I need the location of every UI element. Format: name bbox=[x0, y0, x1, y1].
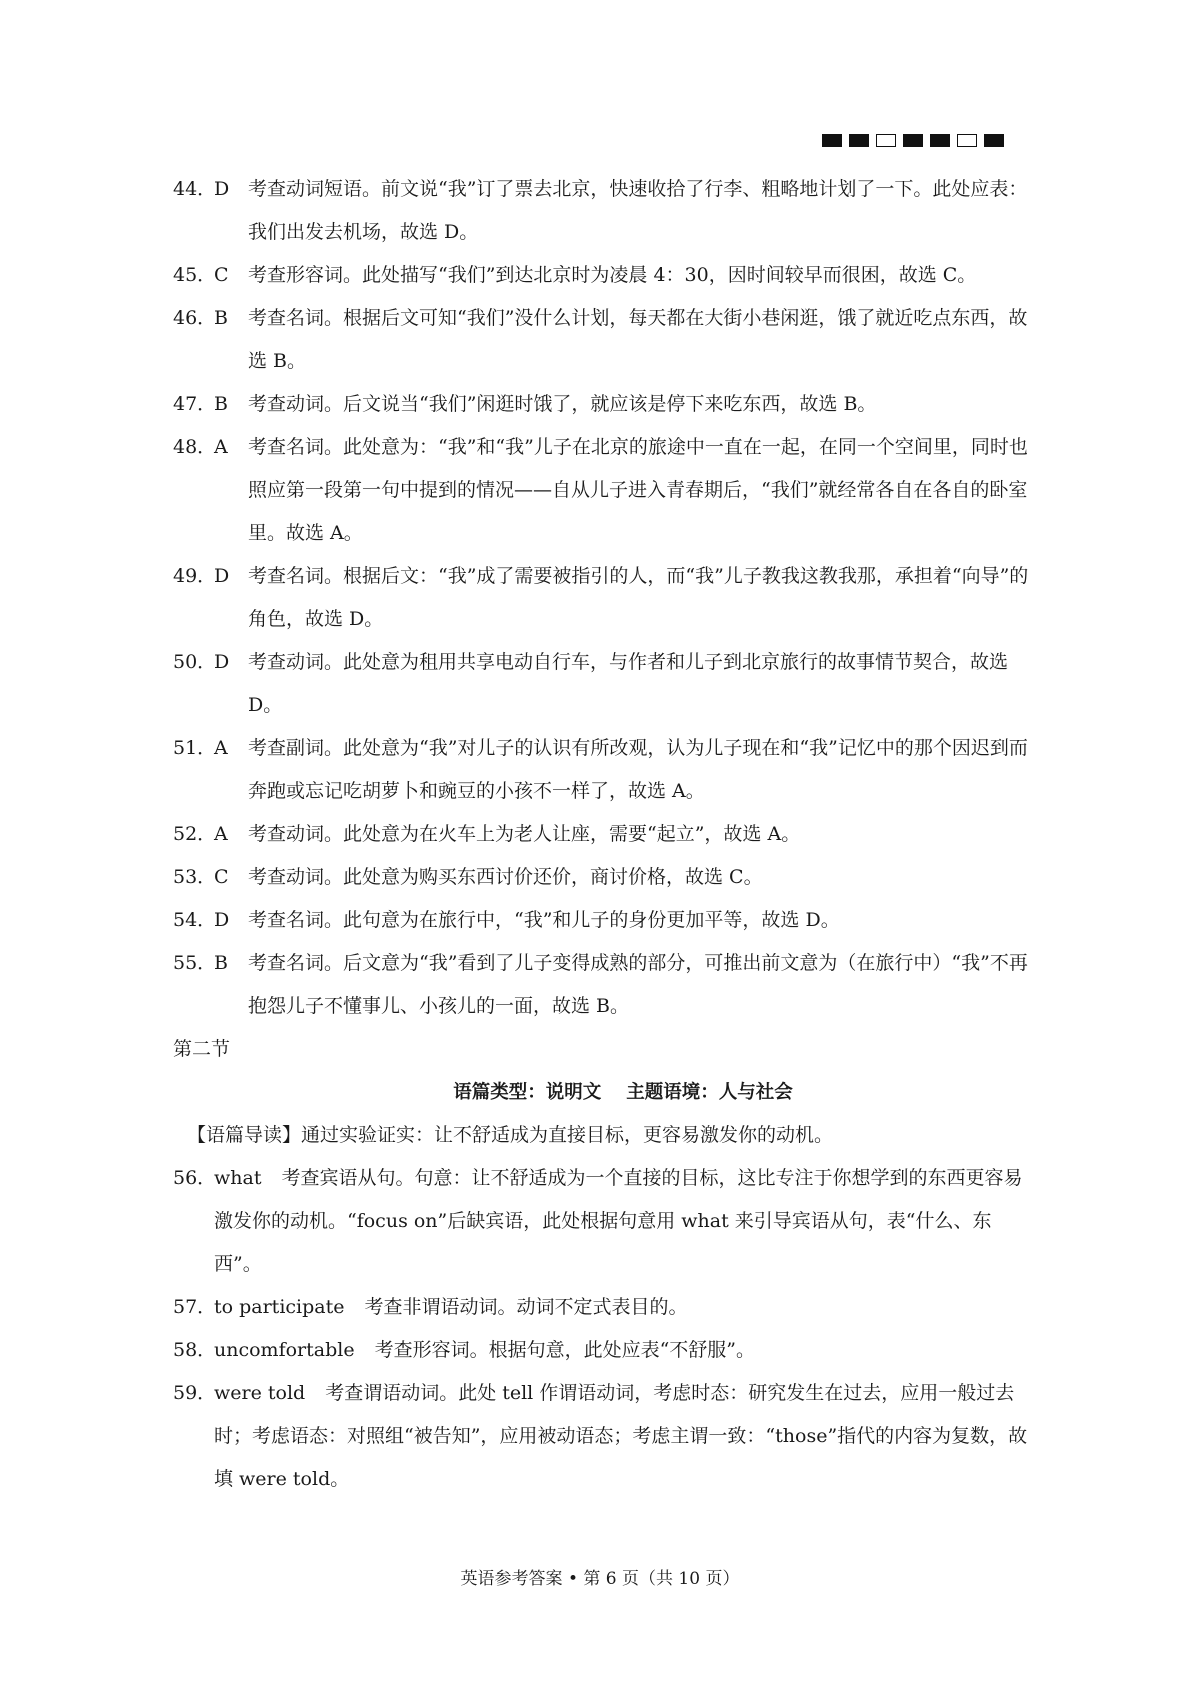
answer-choice: C bbox=[214, 264, 229, 286]
answer-choice: D bbox=[214, 178, 230, 200]
answer-number: 54． bbox=[173, 909, 217, 931]
empty-square-icon bbox=[957, 134, 977, 147]
answer-text: 考查谓语动词。此处 tell 作谓语动词，考虑时态：研究发生在过去，应用一般过去时；考虑语态：对照组“被告知”，应用被动语态；考虑主谓一致：“those”指代的内容为复数，故填 were told。 bbox=[214, 1382, 1028, 1490]
answer-number: 44． bbox=[173, 178, 217, 200]
answer-item bbox=[173, 641, 1033, 727]
answer-explanation: 考查名词。后文意为“我”看到了儿子变得成熟的部分，可推出前文意为（在旅行中）“我”不再抱怨儿子不懂事儿、小孩儿的一面，故选 B。 bbox=[248, 952, 1028, 1017]
answer-choice: B bbox=[214, 952, 228, 974]
answer-choice: A bbox=[214, 823, 228, 845]
answer-choice: B bbox=[214, 393, 228, 415]
answer-choice: A bbox=[214, 436, 228, 458]
answer-explanation: 考查动词。后文说当“我们”闲逛时饿了，就应该是停下来吃东西，故选 B。 bbox=[248, 393, 877, 415]
answer-item bbox=[173, 942, 1033, 1028]
passage-heading: 语篇类型：说明文 主题语境：人与社会 bbox=[453, 1082, 793, 1103]
answer-explanation: 考查副词。此处意为“我”对儿子的认识有所改观，认为儿子现在和“我”记忆中的那个因迟到而奔跑或忘记吃胡萝卜和豌豆的小孩不一样了，故选 A。 bbox=[248, 737, 1028, 802]
fill-answer-item bbox=[173, 1286, 1033, 1329]
answer-word: were told bbox=[214, 1382, 306, 1404]
filled-square-icon bbox=[849, 134, 869, 147]
answer-explanation bbox=[214, 1157, 1033, 1286]
answer-explanation bbox=[214, 1372, 1033, 1501]
answer-number: 46． bbox=[173, 307, 217, 329]
empty-square-icon bbox=[876, 134, 896, 147]
answer-item bbox=[173, 168, 1033, 254]
answer-item bbox=[173, 383, 1033, 426]
answer-explanation: 考查名词。此处意为：“我”和“我”儿子在北京的旅途中一直在一起，在同一个空间里，同时也照应第一段第一句中提到的情况——自从儿子进入青春期后，“我们”就经常各自在各自的卧室里。故选 A。 bbox=[248, 436, 1028, 544]
answer-item bbox=[173, 856, 1033, 899]
passage-guide: 【语篇导读】通过实验证实：让不舒适成为直接目标，更容易激发你的动机。 bbox=[187, 1124, 834, 1146]
answer-explanation bbox=[214, 1329, 1033, 1372]
answer-item bbox=[173, 813, 1033, 856]
answer-text: 考查宾语从句。句意：让不舒适成为一个直接的目标，这比专注于你想学到的东西更容易激发你的动机。“focus on”后缺宾语，此处根据句意用 what 来引导宾语从句，表“什么、东西”。 bbox=[214, 1167, 1023, 1275]
fill-answer-item bbox=[173, 1372, 1033, 1501]
fill-answer-item bbox=[173, 1329, 1033, 1372]
answer-text: 考查非谓语动词。动词不定式表目的。 bbox=[364, 1296, 688, 1318]
filled-square-icon bbox=[822, 134, 842, 147]
answer-content bbox=[173, 168, 1033, 1501]
answer-number: 59． bbox=[173, 1382, 217, 1404]
answer-number: 53． bbox=[173, 866, 217, 888]
answer-explanation: 考查名词。此句意为在旅行中，“我”和儿子的身份更加平等，故选 D。 bbox=[248, 909, 840, 931]
choice-answers bbox=[173, 168, 1033, 1028]
section-title: 第二节 bbox=[173, 1038, 231, 1060]
answer-explanation: 考查动词。此处意为租用共享电动自行车，与作者和儿子到北京旅行的故事情节契合，故选 D。 bbox=[248, 651, 1009, 716]
answer-word: uncomfortable bbox=[214, 1339, 355, 1361]
answer-explanation: 考查动词短语。前文说“我”订了票去北京，快速收拾了行李、粗略地计划了一下。此处应表：我们出发去机场，故选 D。 bbox=[248, 178, 1028, 243]
answer-number: 57． bbox=[173, 1296, 217, 1318]
answer-number: 49． bbox=[173, 565, 217, 587]
answer-item bbox=[173, 297, 1033, 383]
answer-item bbox=[173, 727, 1033, 813]
answer-choice: D bbox=[214, 651, 230, 673]
answer-choice: D bbox=[214, 909, 230, 931]
answer-word: what bbox=[214, 1167, 262, 1189]
answer-number: 51． bbox=[173, 737, 217, 759]
answer-item bbox=[173, 899, 1033, 942]
answer-number: 47． bbox=[173, 393, 217, 415]
answer-choice: D bbox=[214, 565, 230, 587]
answer-number: 56． bbox=[173, 1167, 217, 1189]
answer-choice: B bbox=[214, 307, 228, 329]
header-marks bbox=[822, 134, 1004, 147]
answer-number: 58． bbox=[173, 1339, 217, 1361]
answer-explanation: 考查名词。根据后文：“我”成了需要被指引的人，而“我”儿子教我这教我那，承担着“向导”的角色，故选 D。 bbox=[248, 565, 1029, 630]
answer-number: 45． bbox=[173, 264, 217, 286]
page-footer: 英语参考答案 • 第 6 页（共 10 页） bbox=[460, 1569, 740, 1589]
answer-explanation bbox=[214, 1286, 1033, 1329]
answer-item bbox=[173, 426, 1033, 555]
answer-explanation: 考查名词。根据后文可知“我们”没什么计划，每天都在大街小巷闲逛，饿了就近吃点东西，故选 B。 bbox=[248, 307, 1028, 372]
answer-item bbox=[173, 254, 1033, 297]
filled-square-icon bbox=[903, 134, 923, 147]
answer-choice: A bbox=[214, 737, 228, 759]
fill-answers bbox=[173, 1157, 1033, 1501]
answer-text: 考查形容词。根据句意，此处应表“不舒服”。 bbox=[374, 1339, 756, 1361]
answer-explanation: 考查动词。此处意为在火车上为老人让座，需要“起立”，故选 A。 bbox=[248, 823, 801, 845]
answer-number: 48． bbox=[173, 436, 217, 458]
filled-square-icon bbox=[984, 134, 1004, 147]
answer-explanation: 考查形容词。此处描写“我们”到达北京时为凌晨 4：30，因时间较早而很困，故选 C。 bbox=[248, 264, 977, 286]
answer-item bbox=[173, 555, 1033, 641]
filled-square-icon bbox=[930, 134, 950, 147]
answer-number: 52． bbox=[173, 823, 217, 845]
answer-word: to participate bbox=[214, 1296, 345, 1318]
answer-number: 50． bbox=[173, 651, 217, 673]
answer-choice: C bbox=[214, 866, 229, 888]
answer-explanation: 考查动词。此处意为购买东西讨价还价，商讨价格，故选 C。 bbox=[248, 866, 763, 888]
fill-answer-item bbox=[173, 1157, 1033, 1286]
answer-number: 55． bbox=[173, 952, 217, 974]
